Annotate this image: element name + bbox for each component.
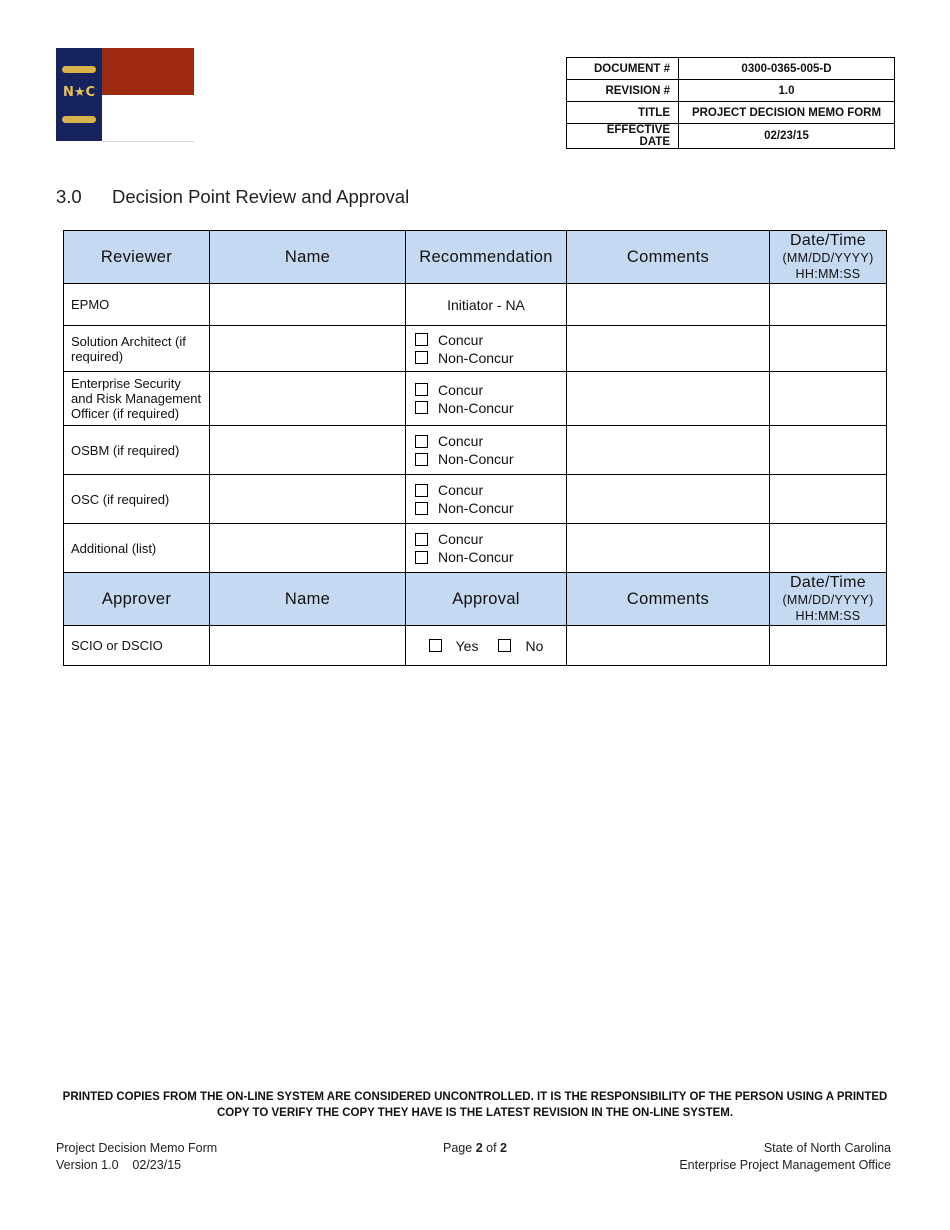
name-cell[interactable] xyxy=(210,372,406,426)
effective-date-label: EFFECTIVE DATE xyxy=(567,124,679,149)
datetime-cell[interactable] xyxy=(770,524,887,573)
concur-label: Concur xyxy=(438,433,484,449)
concur-option[interactable] xyxy=(415,432,559,450)
comments-cell[interactable] xyxy=(567,426,770,475)
recommendation-cell xyxy=(406,426,567,475)
comments-col-header: Comments xyxy=(567,573,770,626)
flag-top-ribbon xyxy=(62,66,96,73)
table-row xyxy=(64,475,887,524)
nonconcur-label: Non-Concur xyxy=(438,500,514,516)
flag-red-bar xyxy=(102,48,194,95)
comments-cell[interactable] xyxy=(567,524,770,573)
page-of: of xyxy=(482,1141,501,1155)
flag-bottom-ribbon xyxy=(62,116,96,123)
flag-white-bar xyxy=(102,95,194,142)
yes-label: Yes xyxy=(455,637,479,654)
section-number: 3.0 xyxy=(56,186,82,207)
reviewer-label: Enterprise Security and Risk Management Officer (if required) xyxy=(64,372,210,426)
concur-option[interactable] xyxy=(415,331,559,349)
nonconcur-label: Non-Concur xyxy=(438,451,514,467)
concur-label: Concur xyxy=(438,482,484,498)
reviewer-label: OSC (if required) xyxy=(64,475,210,524)
footer-form-name: Project Decision Memo Form xyxy=(56,1141,218,1155)
nonconcur-label: Non-Concur xyxy=(438,549,514,565)
revision-value: 1.0 xyxy=(679,80,895,102)
concur-checkbox[interactable] xyxy=(415,333,428,346)
concur-option[interactable] xyxy=(415,381,559,399)
doc-info-row xyxy=(567,80,895,102)
name-cell[interactable] xyxy=(210,326,406,372)
footer-state: State of North Carolina xyxy=(763,1141,891,1155)
recommendation-cell xyxy=(406,475,567,524)
warning-line-1: PRINTED COPIES FROM THE ON-LINE SYSTEM ARE CONSIDERED UNCONTROLLED. IT IS THE RESPONSIBILITY OF THE PERSON USING A PRINTED xyxy=(62,1091,888,1103)
datetime-format-date: (MM/DD/YYYY) xyxy=(782,251,874,265)
concur-label: Concur xyxy=(438,531,484,547)
datetime-cell[interactable] xyxy=(770,475,887,524)
comments-cell[interactable] xyxy=(567,626,770,666)
datetime-cell[interactable] xyxy=(770,284,887,326)
recommendation-col-header: Recommendation xyxy=(406,231,567,284)
nonconcur-checkbox[interactable] xyxy=(415,502,428,515)
recommendation-cell xyxy=(406,326,567,372)
comments-cell[interactable] xyxy=(567,372,770,426)
nonconcur-checkbox[interactable] xyxy=(415,551,428,564)
review-approval-table xyxy=(63,230,887,666)
nonconcur-option[interactable] xyxy=(415,399,559,417)
section-title: Decision Point Review and Approval xyxy=(112,186,410,207)
comments-col-header: Comments xyxy=(567,231,770,284)
table-row xyxy=(64,524,887,573)
reviewer-label: EPMO xyxy=(64,284,210,326)
datetime-cell[interactable] xyxy=(770,326,887,372)
name-col-header: Name xyxy=(210,573,406,626)
nonconcur-option[interactable] xyxy=(415,499,559,517)
page-current: 2 xyxy=(475,1141,483,1155)
document-info-table xyxy=(566,57,895,149)
footer-right xyxy=(679,1140,891,1174)
table-row xyxy=(64,284,887,326)
recommendation-static: Initiator - NA xyxy=(406,284,567,326)
nonconcur-option[interactable] xyxy=(415,349,559,367)
name-cell[interactable] xyxy=(210,475,406,524)
datetime-label: Date/Time xyxy=(790,574,866,591)
footer-office: Enterprise Project Management Office xyxy=(679,1158,891,1172)
datetime-format-time: HH:MM:SS xyxy=(795,609,861,623)
concur-label: Concur xyxy=(438,331,484,348)
nc-flag-logo xyxy=(56,48,194,141)
title-value: PROJECT DECISION MEMO FORM xyxy=(679,102,895,124)
datetime-label: Date/Time xyxy=(790,232,866,249)
flag-nc-text: N★C xyxy=(62,85,96,100)
approver-label: SCIO or DSCIO xyxy=(64,626,210,666)
nonconcur-option[interactable] xyxy=(415,450,559,468)
approval-cell xyxy=(406,626,567,666)
no-checkbox[interactable] xyxy=(498,639,511,652)
reviewer-label: Solution Architect (if required) xyxy=(64,326,210,372)
nonconcur-checkbox[interactable] xyxy=(415,351,428,364)
doc-number-label: DOCUMENT # xyxy=(567,58,679,80)
name-cell[interactable] xyxy=(210,284,406,326)
comments-cell[interactable] xyxy=(567,475,770,524)
table-row xyxy=(64,426,887,475)
table-row xyxy=(64,326,887,372)
reviewer-col-header: Reviewer xyxy=(64,231,210,284)
approval-col-header: Approval xyxy=(406,573,567,626)
comments-cell[interactable] xyxy=(567,284,770,326)
datetime-format-time: HH:MM:SS xyxy=(795,267,861,281)
approver-header-row xyxy=(64,573,887,626)
name-cell[interactable] xyxy=(210,426,406,475)
doc-info-row xyxy=(567,102,895,124)
page-total: 2 xyxy=(500,1141,507,1155)
concur-option[interactable] xyxy=(415,481,559,499)
name-cell[interactable] xyxy=(210,626,406,666)
concur-checkbox[interactable] xyxy=(415,435,428,448)
name-cell[interactable] xyxy=(210,524,406,573)
datetime-col-header xyxy=(770,231,887,284)
datetime-format-date: (MM/DD/YYYY) xyxy=(782,593,874,607)
section-heading xyxy=(56,186,409,208)
page-prefix: Page xyxy=(443,1141,476,1155)
nonconcur-label: Non-Concur xyxy=(438,349,514,366)
concur-label: Concur xyxy=(438,381,484,398)
concur-checkbox[interactable] xyxy=(415,383,428,396)
nonconcur-checkbox[interactable] xyxy=(415,453,428,466)
nonconcur-checkbox[interactable] xyxy=(415,401,428,414)
no-label: No xyxy=(525,637,544,654)
revision-label: REVISION # xyxy=(567,80,679,102)
concur-checkbox[interactable] xyxy=(415,533,428,546)
reviewer-header-row xyxy=(64,231,887,284)
yes-checkbox[interactable] xyxy=(429,639,442,652)
table-row xyxy=(64,372,887,426)
title-label: TITLE xyxy=(567,102,679,124)
datetime-cell[interactable] xyxy=(770,426,887,475)
concur-checkbox[interactable] xyxy=(415,484,428,497)
doc-info-row xyxy=(567,58,895,80)
footer-version: Version 1.0 02/23/15 xyxy=(56,1158,182,1172)
comments-cell[interactable] xyxy=(567,326,770,372)
concur-option[interactable] xyxy=(415,530,559,548)
datetime-cell[interactable] xyxy=(770,372,887,426)
datetime-col-header xyxy=(770,573,887,626)
doc-info-row xyxy=(567,124,895,149)
recommendation-cell xyxy=(406,524,567,573)
approver-col-header: Approver xyxy=(64,573,210,626)
warning-line-2: COPY TO VERIFY THE COPY THEY HAVE IS THE LATEST REVISION IN THE ON-LINE SYSTEM. xyxy=(216,1107,734,1119)
reviewer-label: OSBM (if required) xyxy=(64,426,210,475)
nonconcur-option[interactable] xyxy=(415,548,559,566)
table-row xyxy=(64,626,887,666)
name-col-header: Name xyxy=(210,231,406,284)
effective-date-value: 02/23/15 xyxy=(679,124,895,149)
uncontrolled-copy-warning xyxy=(40,1089,910,1121)
recommendation-cell xyxy=(406,372,567,426)
reviewer-label: Additional (list) xyxy=(64,524,210,573)
datetime-cell[interactable] xyxy=(770,626,887,666)
nonconcur-label: Non-Concur xyxy=(438,399,514,416)
doc-number-value: 0300-0365-005-D xyxy=(679,58,895,80)
